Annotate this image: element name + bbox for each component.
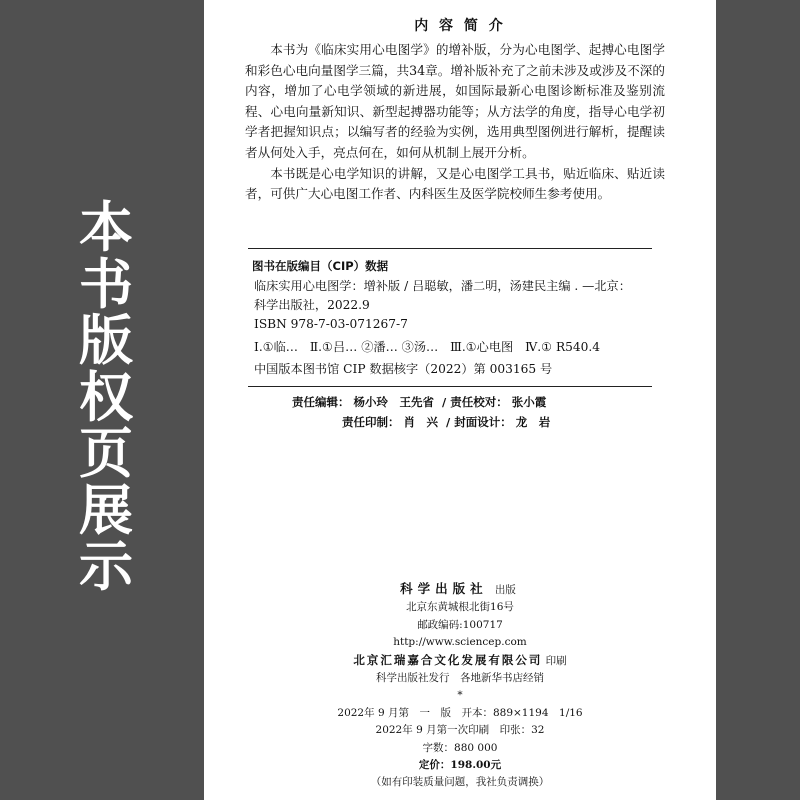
cip-line: 科学出版社，2022.9 [254,298,370,312]
cip-classification [254,338,654,357]
cip-block [254,277,654,379]
publisher-address: 北京东黄城根北街16号 [406,601,514,614]
side-banner [0,0,204,800]
publisher-line [204,580,716,599]
credits-line [204,392,716,412]
cip-isbn: ISBN 978-7-03-071267-7 [254,317,408,331]
price-line [204,757,716,774]
print-label: 责任印制： [342,415,400,429]
cover-designer: 龙 岩 [515,415,551,429]
postcode: 邮政编码:100717 [417,618,503,631]
price-label: 定价： [418,759,451,772]
price: 198.00元 [450,759,502,772]
editor-label: 责任编辑： [292,395,350,409]
word-count: 字数：880 000 [422,741,498,754]
printer-logo: 北京汇瑞嘉合文化发展有限公司 [353,652,543,667]
right-margin [716,0,800,800]
intro-text [245,40,665,205]
cip-class-item: Ⅰ.①临… [254,340,298,354]
intro-paragraph: 本书既是心电学知识的讲解，又是心电图学工具书，贴近临床、贴近读者，可供广大心电图工作者、内科医生及医学院校师生参考使用。 [245,165,665,202]
publisher-url: http://www.sciencep.com [393,636,527,649]
cip-line: 临床实用心电图学：增补版 / 吕聪敏，潘二明，汤建民主编 . —北京： [254,279,631,293]
cip-bottom-rule [248,386,652,387]
cip-class-item: Ⅳ.① R540.4 [525,340,601,354]
imprint [204,580,716,792]
printer-line [204,652,716,670]
intro-heading: 内 容 简 介 [414,18,506,34]
proofreader: 张小霞 [511,395,547,409]
credits-line [204,412,716,432]
quality-notice: （如有印装质量问题，我社负责调换） [370,776,550,789]
side-banner-title: 本书版权页展示 [79,196,133,598]
edition-info: 2022年 9 月第 一 版 开本：889×1194 1/16 [337,706,583,719]
printed-label: 印刷 [545,654,567,667]
proof-label: / 责任校对： [442,395,508,409]
copyright-page [204,0,716,800]
publisher-logo: 科学出版社 [400,581,488,596]
published-label: 出版 [494,584,516,596]
editors: 杨小玲 王先省 [353,395,434,409]
separator-star: * [457,689,463,702]
cip-record: 中国版本图书馆 CIP 数据核字（2022）第 003165 号 [254,362,553,376]
distribution: 科学出版社发行 各地新华书店经销 [376,672,544,685]
intro-paragraph: 本书为《临床实用心电图学》的增补版，分为心电图学、起搏心电图学和彩色心电向量图学三篇，共34章。增补版补充了之前未涉及或涉及不深的内容，增加了心电学领域的新进展，如国际最新心电图诊断标准及鉴别流程、心电向量新知识、新型起搏器功能等；从方法学的角度，指导心电学初学者把握知识点；以编写者的经验为实例，选用典型图例进行解析，提醒读者从何处入手，亮点何在，如何从机制上展开分析。 [245,42,665,160]
cover-label: / 封面设计： [446,415,512,429]
printing-info: 2022年 9 月第一次印刷 印张：32 [375,724,545,737]
cip-class-item: Ⅲ.①心电图 [450,340,514,354]
cip-heading: 图书在版编目（CIP）数据 [252,259,389,273]
cip-top-rule [248,248,652,249]
credits [204,392,716,432]
cip-class-item: Ⅱ.①吕… ②潘… ③汤… [309,340,439,354]
print-supervisor: 肖 兴 [403,415,438,429]
